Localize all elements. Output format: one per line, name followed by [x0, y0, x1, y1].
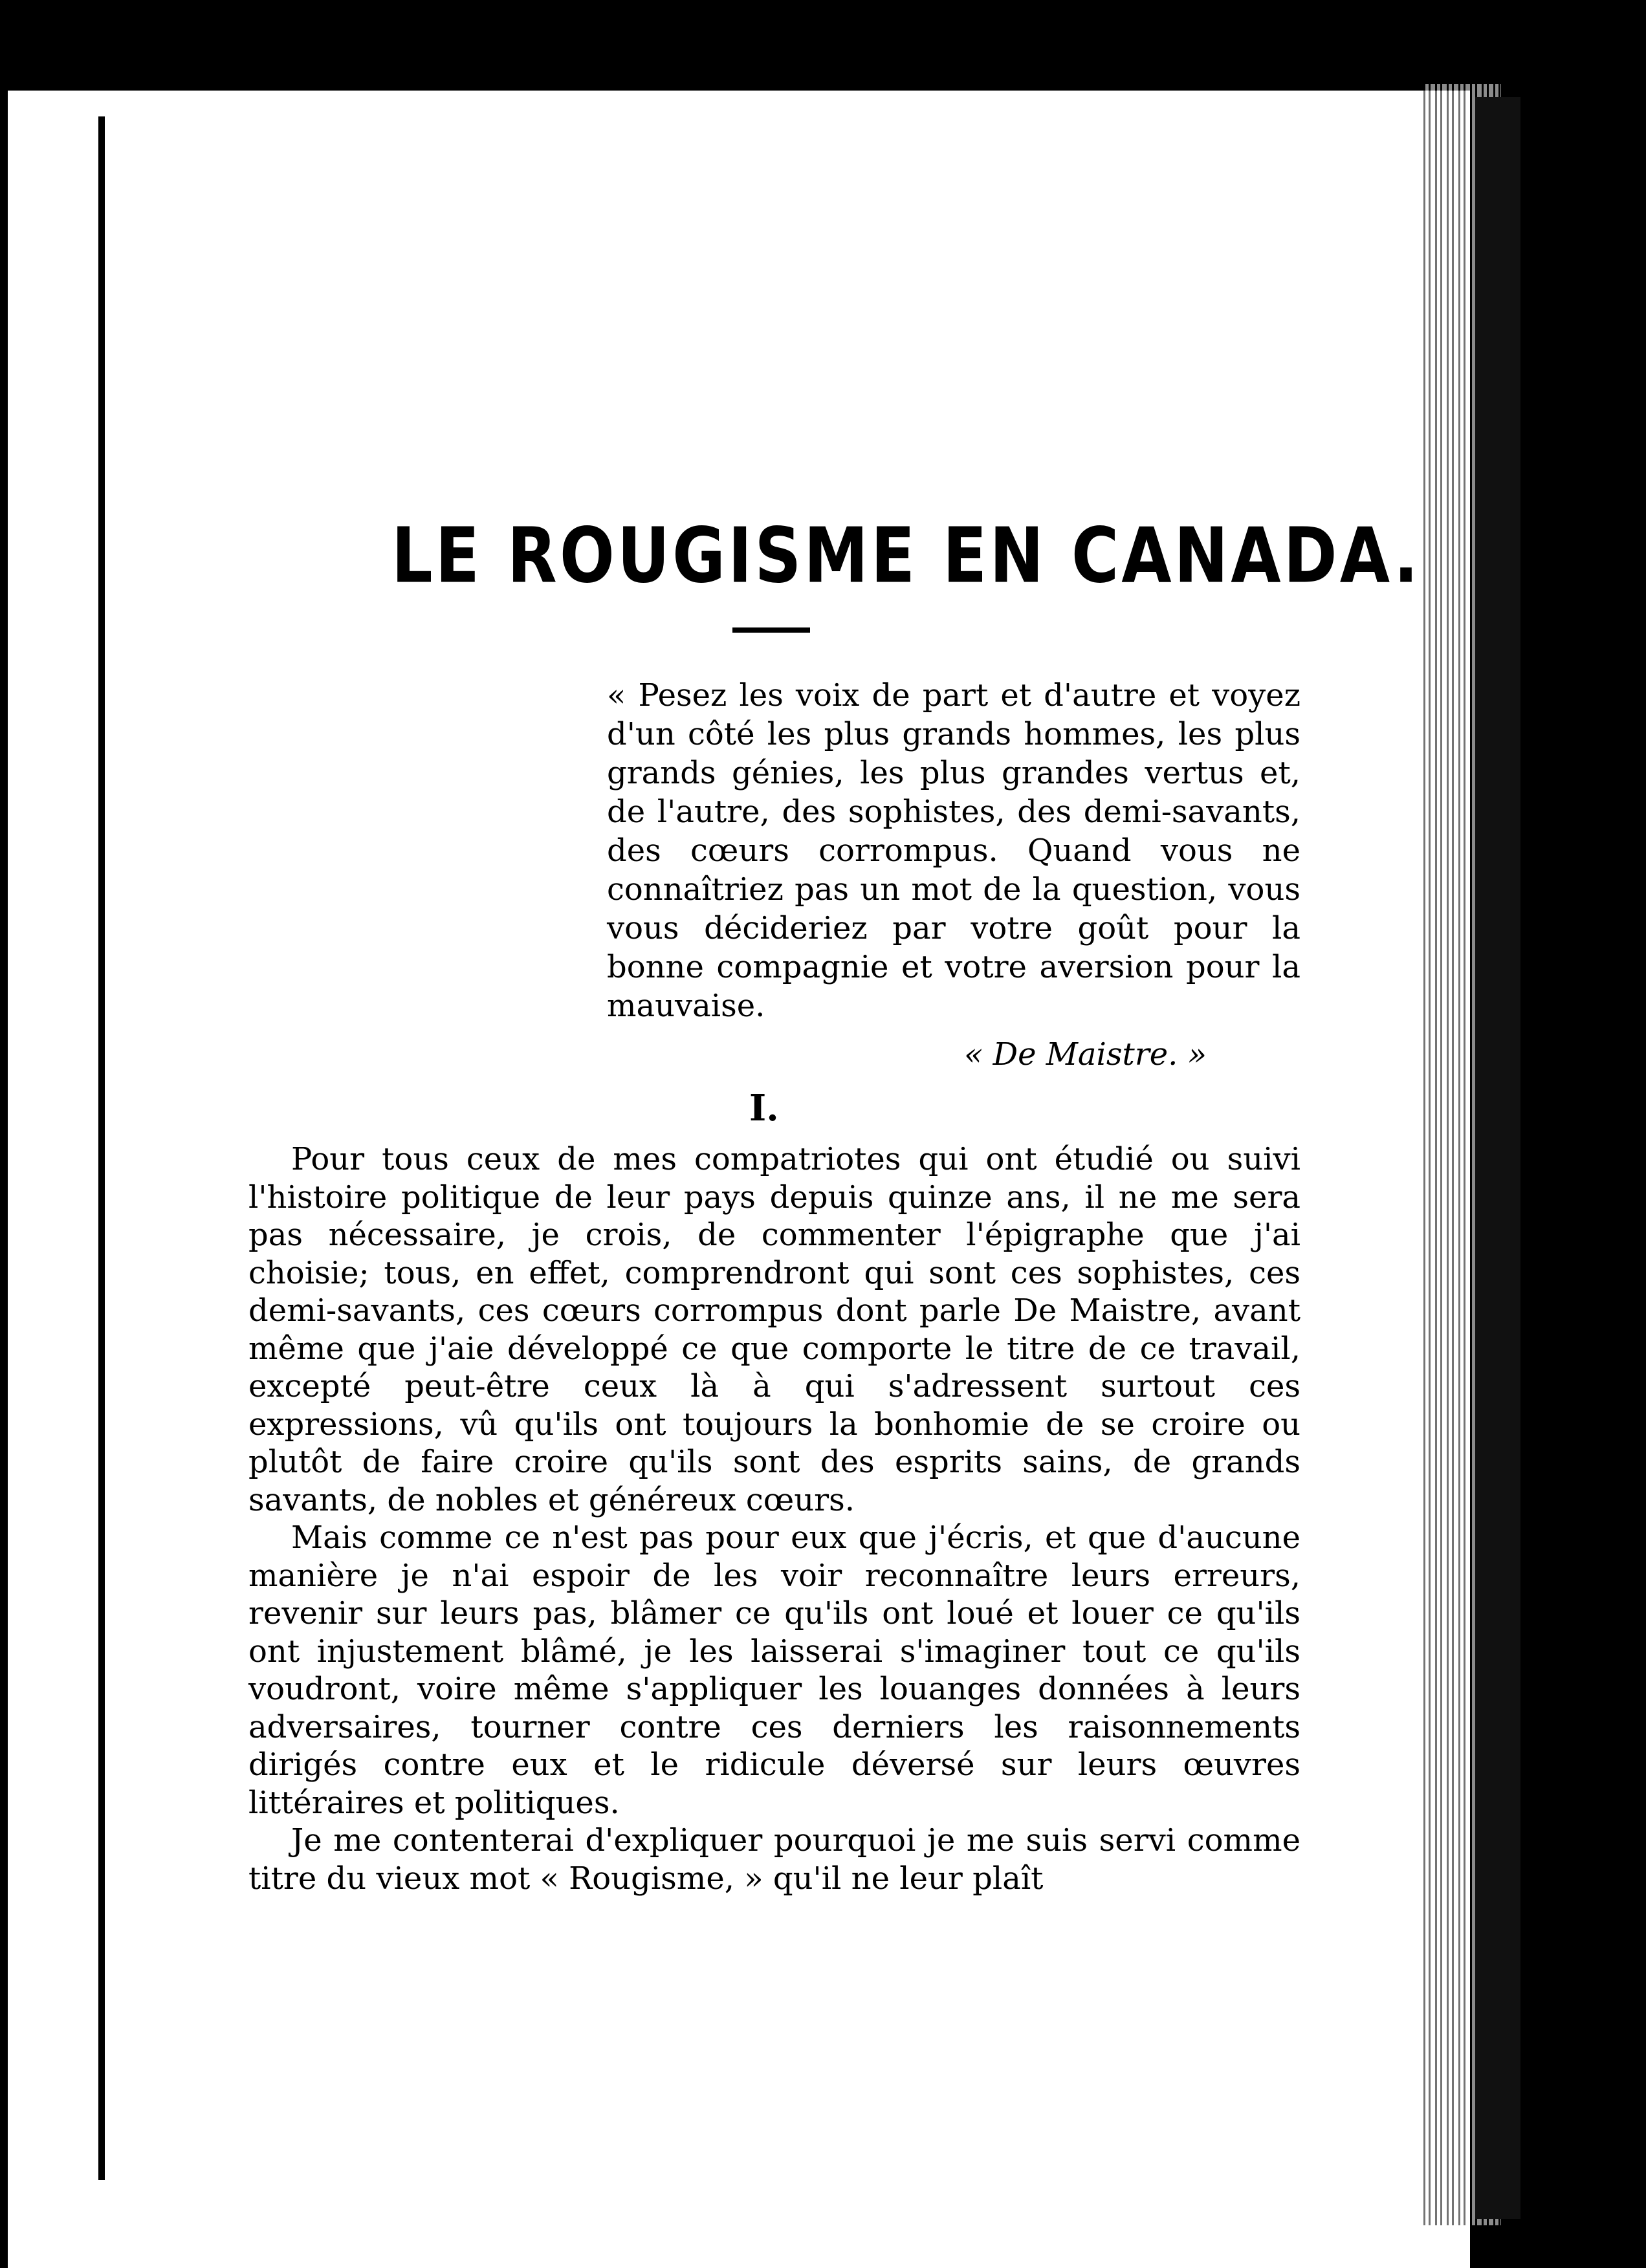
paragraph: Je me contenterai d'expliquer pourquoi je me suis servi comme titre du vieux mot « Rougisme, » qu'il ne leur plaît — [248, 1822, 1300, 1897]
paragraph: Pour tous ceux de mes compatriotes qui ont étudié ou suivi l'histoire politique de leur pays depuis quinze ans, il ne me sera pas nécessaire, je crois, de commenter l'épigraphe que j'ai choisie; tous, en effet, comprendront qui sont ces sophistes, ces demi-savants, ces cœurs corrompus dont parle De Maistre, avant même que j'aie développé ce que comporte le titre de ce travail, excepté peut-être ceux là à qui s'adressent surtout ces expressions, vû qu'ils ont toujours la bonhomie de se croire ou plutôt de faire croire qu'ils sont des esprits sains, de grands savants, de nobles et généreux cœurs. — [248, 1141, 1300, 1518]
title-rule — [732, 627, 810, 633]
epigraph-quote: « Pesez les voix de part et d'autre et voyez d'un côté les plus grands hommes, les plus grands génies, les plus grandes vertus et, de l'autre, des sophistes, des demi-savants, des cœurs corrompus. Quand vous ne connaîtriez pas un mot de la question, vous vous décideriez par votre goût pour la bonne compagnie et votre aversion pour la mauvaise. — [607, 677, 1300, 1024]
binding-edge — [98, 116, 105, 2180]
page-title: LE ROUGISME EN CANADA. — [391, 511, 1421, 601]
paragraph: Mais comme ce n'est pas pour eux que j'écris, et que d'aucune manière je n'ai espoir de les voir reconnaître leurs erreurs, revenir sur leurs pas, blâmer ce qu'ils ont loué et louer ce qu'ils ont injustement blâmé, je les laisserai s'imaginer tout ce qu'ils voudront, voire même s'appliquer les louanges données à leurs adversaires, tourner contre ces derniers les raisonnements dirigés contre eux et le ridicule déversé sur leurs œuvres littéraires et politiques. — [248, 1520, 1300, 1821]
epigraph-attribution: « De Maistre. » — [964, 1036, 1207, 1073]
page-edge-shadow — [1475, 97, 1520, 2219]
section-number: I. — [749, 1087, 779, 1129]
body-text — [248, 1140, 1300, 1897]
